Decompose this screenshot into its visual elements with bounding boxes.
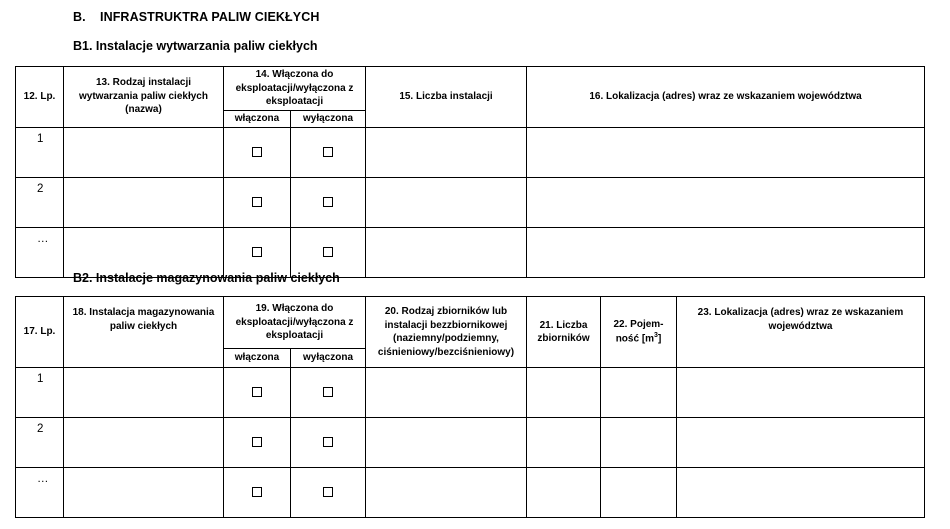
b2-header-pojemnosc-text: 22. Pojem-ność [m [613, 318, 664, 345]
checkbox-wlaczona[interactable] [252, 147, 262, 157]
checkbox-wylaczona[interactable] [323, 147, 333, 157]
b2-header-lokalizacja: 23. Lokalizacja (adres) wraz ze wskazaniem województwa [677, 297, 925, 368]
b2-cell-instalacja[interactable] [64, 368, 224, 418]
b1-row-lp: 2 [16, 177, 64, 227]
b2-cell-rodzaj[interactable] [366, 418, 527, 468]
table-row [16, 127, 925, 177]
b2-cell-liczba[interactable] [527, 418, 601, 468]
b1-cell-lokalizacja[interactable] [527, 127, 925, 177]
table-row [16, 368, 925, 418]
b1-header-liczba: 15. Liczba instalacji [366, 67, 527, 128]
b1-cell-rodzaj[interactable] [64, 177, 224, 227]
b2-header-lp: 17. Lp. [16, 297, 64, 368]
b2-cell-pojemnosc[interactable] [601, 368, 677, 418]
checkbox-wylaczona[interactable] [323, 387, 333, 397]
b2-cell-instalacja[interactable] [64, 468, 224, 518]
b2-header-instalacja: 18. Instalacja magazynowania paliw ciekłych [64, 297, 224, 368]
checkbox-wylaczona[interactable] [323, 197, 333, 207]
table-row [16, 418, 925, 468]
table-row [16, 468, 925, 518]
b2-cell-pojemnosc[interactable] [601, 418, 677, 468]
table-row [16, 177, 925, 227]
b2-cell-pojemnosc[interactable] [601, 468, 677, 518]
b1-header-lokalizacja: 16. Lokalizacja (adres) wraz ze wskazaniem województwa [527, 67, 925, 128]
b1-title: B1. Instalacje wytwarzania paliw ciekłych [73, 39, 318, 53]
b1-cell-liczba[interactable] [366, 177, 527, 227]
checkbox-wylaczona[interactable] [323, 437, 333, 447]
b2-header-pojemnosc [601, 297, 677, 368]
table-row [16, 227, 925, 277]
b1-cell-liczba[interactable] [366, 227, 527, 277]
table-b2 [15, 296, 925, 518]
section-title [73, 10, 319, 24]
b2-cell-lokalizacja[interactable] [677, 468, 925, 518]
b1-header-rodzaj: 13. Rodzaj instalacji wytwarzania paliw ciekłych (nazwa) [64, 67, 224, 128]
checkbox-wlaczona[interactable] [252, 197, 262, 207]
b2-header-rodzaj: 20. Rodzaj zbiorników lub instalacji bezzbiornikowej (naziemny/podziemny, ciśnieniowy/bezciśnieniowy) [366, 297, 527, 368]
checkbox-wlaczona[interactable] [252, 487, 262, 497]
b1-cell-rodzaj[interactable] [64, 227, 224, 277]
b2-row-lp: 2 [16, 418, 64, 468]
b1-header-lp: 12. Lp. [16, 67, 64, 128]
b2-header-wlaczona: włączona [224, 349, 291, 368]
b2-header-pojemnosc-sup: 3 [654, 332, 658, 340]
b2-row-lp: 1 [16, 368, 64, 418]
b2-title: B2. Instalacje magazynowania paliw ciekłych [73, 271, 340, 285]
b2-header-pojemnosc-end: ] [657, 333, 662, 345]
checkbox-wlaczona[interactable] [252, 437, 262, 447]
b1-cell-rodzaj[interactable] [64, 127, 224, 177]
b1-row-lp: … [16, 227, 64, 277]
b1-cell-lokalizacja[interactable] [527, 177, 925, 227]
table-b1 [15, 66, 925, 278]
section-name: INFRASTRUKTRA PALIW CIEKŁYCH [100, 10, 320, 24]
b2-cell-lokalizacja[interactable] [677, 418, 925, 468]
b2-cell-lokalizacja[interactable] [677, 368, 925, 418]
b2-cell-liczba[interactable] [527, 368, 601, 418]
checkbox-wylaczona[interactable] [323, 487, 333, 497]
section-letter: B. [73, 10, 86, 24]
checkbox-wlaczona[interactable] [252, 247, 262, 257]
b2-cell-rodzaj[interactable] [366, 468, 527, 518]
checkbox-wylaczona[interactable] [323, 247, 333, 257]
checkbox-wlaczona[interactable] [252, 387, 262, 397]
b1-header-wlaczona: włączona [224, 110, 291, 127]
b1-row-lp: 1 [16, 127, 64, 177]
b2-cell-rodzaj[interactable] [366, 368, 527, 418]
b2-cell-liczba[interactable] [527, 468, 601, 518]
b2-header-liczba: 21. Liczba zbiorników [527, 297, 601, 368]
b1-header-wylaczona: wyłączona [291, 110, 366, 127]
b2-header-wlaczona-group: 19. Włączona do eksploatacji/wyłączona z eksploatacji [224, 297, 366, 349]
b2-header-wylaczona: wyłączona [291, 349, 366, 368]
b2-row-lp: … [16, 468, 64, 518]
b1-cell-lokalizacja[interactable] [527, 227, 925, 277]
b2-cell-instalacja[interactable] [64, 418, 224, 468]
b1-header-wlaczona-group: 14. Włączona do eksploatacji/wyłączona z eksploatacji [224, 67, 366, 111]
b1-cell-liczba[interactable] [366, 127, 527, 177]
